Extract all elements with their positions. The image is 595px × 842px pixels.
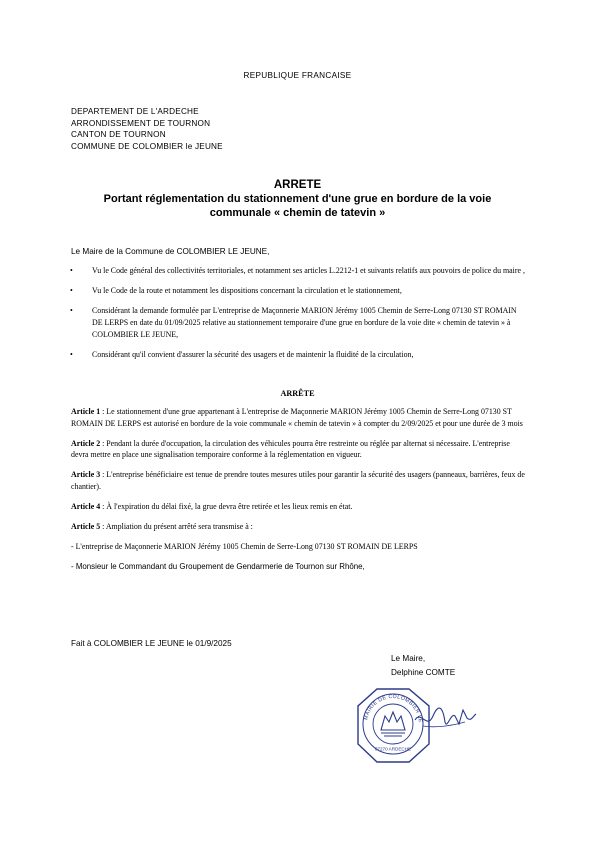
article-5 (71, 521, 527, 533)
stamp-bottom-text: 07270 ARDECHE (374, 746, 412, 752)
list-item (71, 305, 525, 340)
article-label: Article 4 (71, 501, 101, 511)
fait-a-line: Fait à COLOMBIER LE JEUNE le 01/9/2025 (71, 639, 232, 648)
document-title: ARRETE (273, 179, 322, 191)
list-item (71, 349, 525, 361)
article-text: : À l'expiration du délai fixé, la grue devra être retirée et les lieux remis en état. (100, 501, 353, 511)
stamp-ring-text: MAIRIE DE COLOMBIER LE (363, 693, 424, 724)
signataire-title: Le Maire, (391, 654, 426, 663)
article-label: Article 3 (71, 470, 101, 479)
bullet-icon: • (70, 266, 73, 275)
considerant-text: Vu le Code général des collectivités territoriales, et notamment ses articles L.2212-1 et suivants relatifs aux pouvoirs de police du maire , (92, 266, 525, 275)
preamble: Le Maire de la Commune de COLOMBIER LE JEUNE, (71, 247, 270, 256)
departement-line: DEPARTEMENT DE L'ARDECHE (71, 107, 199, 116)
list-item (71, 285, 525, 297)
article-text: : L'entreprise bénéficiaire est tenue de prendre toutes mesures utiles pour garantir la sécurité des usagers (panneaux, barrières, feux de chantier). (71, 470, 525, 491)
destinataire-1: - L'entreprise de Maçonnerie MARION Jérémy 1005 Chemin de Serre-Long 07130 ST ROMAIN DE LERPS (71, 541, 418, 551)
arrete-heading: ARRÊTE (280, 389, 315, 398)
article-text: : Pendant la durée d'occupation, la circulation des véhicules pourra être restreinte ou réglée par alternat si nécessaire. L'entreprise devra mettre en place une signalisation temporaire conforme à la réglementation en vigueur. (71, 438, 510, 459)
article-4 (71, 501, 527, 513)
article-label: Article 5 (71, 521, 101, 531)
title-block (40, 178, 555, 220)
considerant-text: Vu le Code de la route et notamment les dispositions concernant la circulation et le stationnement, (92, 286, 402, 296)
article-label: Article 1 (71, 407, 101, 416)
article-1 (71, 406, 527, 429)
considerant-text: Considérant qu'il convient d'assurer la sécurité des usagers et de maintenir la fluidité de la circulation, (92, 349, 414, 359)
mairie-stamp (355, 686, 480, 766)
article-text: : Le stationnement d'une grue appartenant à L'entreprise de Maçonnerie MARION Jérémy 1005 Chemin de Serre-Long 07130 ST ROMAIN DE LERPS est autorisé en bordure de la voie communale « chemin de tatevin » à compter du 2/09/2025 et pour une durée de 3 mois (71, 407, 523, 428)
bullet-icon: • (70, 306, 73, 316)
subtitle-line-1: Portant réglementation du stationnement d'une grue en bordure de la voie (103, 193, 492, 205)
article-3 (71, 469, 527, 492)
list-item (71, 265, 525, 277)
considerants-list (71, 265, 525, 369)
commune-line: COMMUNE DE COLOMBIER le JEUNE (71, 141, 223, 151)
signataire-name: Delphine COMTE (391, 668, 456, 677)
subtitle-line-2: communale « chemin de tatevin » (209, 207, 386, 219)
bullet-icon: • (70, 349, 73, 359)
arrondissement-line: ARRONDISSEMENT DE TOURNON (71, 118, 211, 128)
administrative-block (71, 106, 223, 152)
articles-section (71, 406, 527, 582)
canton-line: CANTON DE TOURNON (71, 130, 166, 140)
article-label: Article 2 (71, 438, 101, 448)
document-subtitle (40, 192, 555, 220)
considerant-text: Considérant la demande formulée par L'entreprise de Maçonnerie MARION Jérémy 1005 Chemin de Serre-Long 07130 ST ROMAIN DE LERPS en date du 01/09/2025 relative au stationnement temporaire d'une grue en bordure de la voie dite « chemin de tatevin » à COLOMBIER LE JEUNE, (92, 306, 517, 339)
article-2 (71, 438, 527, 461)
republique-header: REPUBLIQUE FRANCAISE (243, 71, 352, 80)
destinataire-2: - Monsieur le Commandant du Groupement de Gendarmerie de Tournon sur Rhône, (71, 562, 365, 571)
stamp-seal-icon (355, 686, 480, 766)
bullet-icon: • (70, 286, 73, 296)
article-text: : Ampliation du présent arrêté sera transmise à : (100, 521, 253, 531)
